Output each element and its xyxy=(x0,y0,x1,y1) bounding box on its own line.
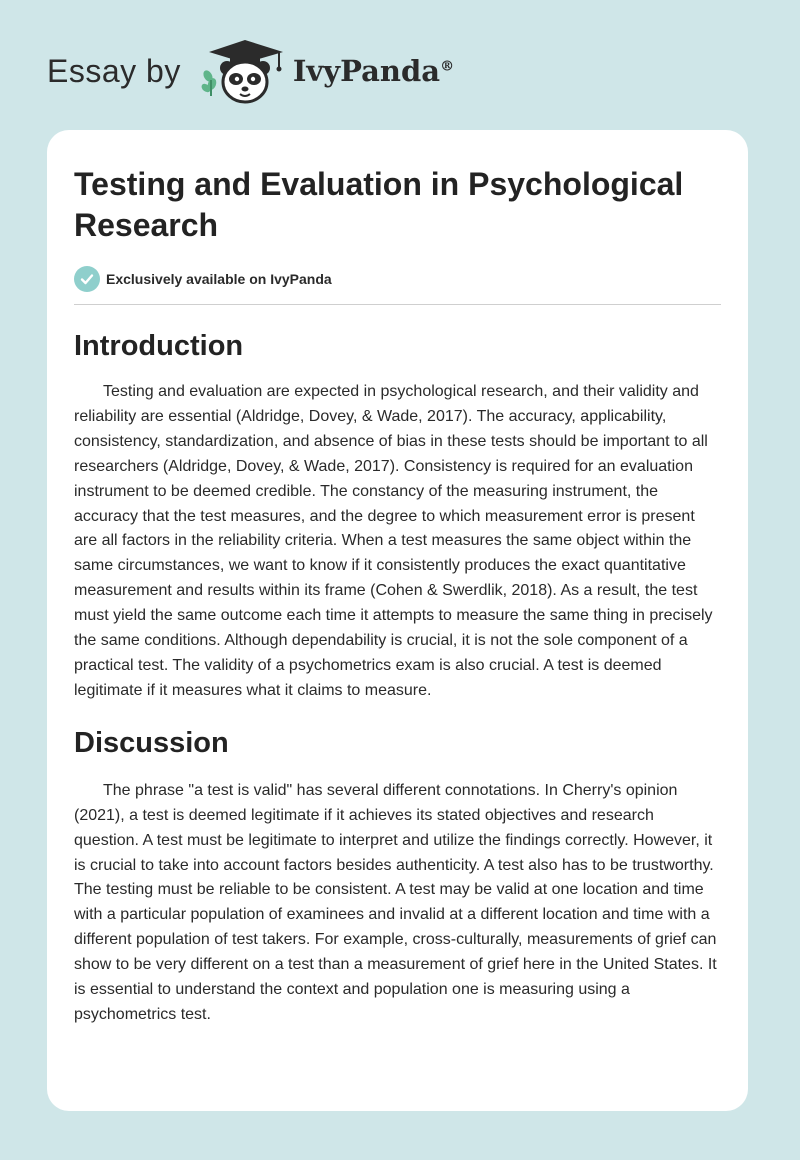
essay-by-label: Essay by xyxy=(47,52,181,89)
brand-name[interactable]: IvyPanda® xyxy=(292,54,455,88)
section-heading-introduction: Introduction xyxy=(74,330,244,362)
section-paragraph-introduction: Testing and evaluation are expected in psychological research, and their validity and reliability are essential (Aldridge, Dovey, & Wade, 2017). The accuracy, applicability, consistency, standardization, and absence of bias in these tests should be important to all researchers (Aldridge, Dovey, & Wade, 2017). Consistency is required for an evaluation instrument to be deemed credible. The constancy of the measuring instrument, the accuracy that the test measures, and the degree to which measurement error is present are all factors in the reliability criteria. When a test measures the same object within the same circumstances, we want to know if it consistently produces the exact quantitative measurement and results within its frame (Cohen & Swerdlik, 2018). As a result, the test must yield the same outcome each time it attempts to measure the same thing in precisely the same conditions. Although dependability is crucial, it is not the sole component of a practical test. The validity of a psychometrics exam is also crucial. A test is deemed legitimate if it measures what it claims to measure. xyxy=(74,383,713,699)
site-header xyxy=(47,36,454,106)
section-heading-discussion: Discussion xyxy=(74,726,229,759)
section-paragraph-discussion: The phrase "a test is valid" has several different connotations. In Cherry's opinion (2021), a test is deemed legitimate if it achieves its stated objectives and research question. A test must be legitimate to interpret and utilize the findings correctly. However, it is crucial to take into account factors besides authenticity. A test also has to be trustworthy. The testing must be reliable to be consistent. A test may be valid at one location and time with a particular population of examinees and invalid at a different location and time with a different population of test takers. For example, cross-culturally, measurements of grief can show to be very different on a test than a measurement of grief here in the United States. It is essential to understand the context and population one is measuring using a psychometrics test. xyxy=(74,781,717,1023)
check-circle-icon xyxy=(74,266,100,292)
page-title: Testing and Evaluation in Psychological Research xyxy=(74,166,684,243)
panda-graduation-cap-icon[interactable] xyxy=(199,36,291,106)
exclusive-badge xyxy=(74,265,721,293)
exclusive-label: Exclusively available on IvyPanda xyxy=(106,271,332,287)
leaf-icon xyxy=(200,69,218,96)
article-card xyxy=(47,130,748,1111)
registered-mark: ® xyxy=(440,58,455,75)
divider xyxy=(74,304,721,305)
